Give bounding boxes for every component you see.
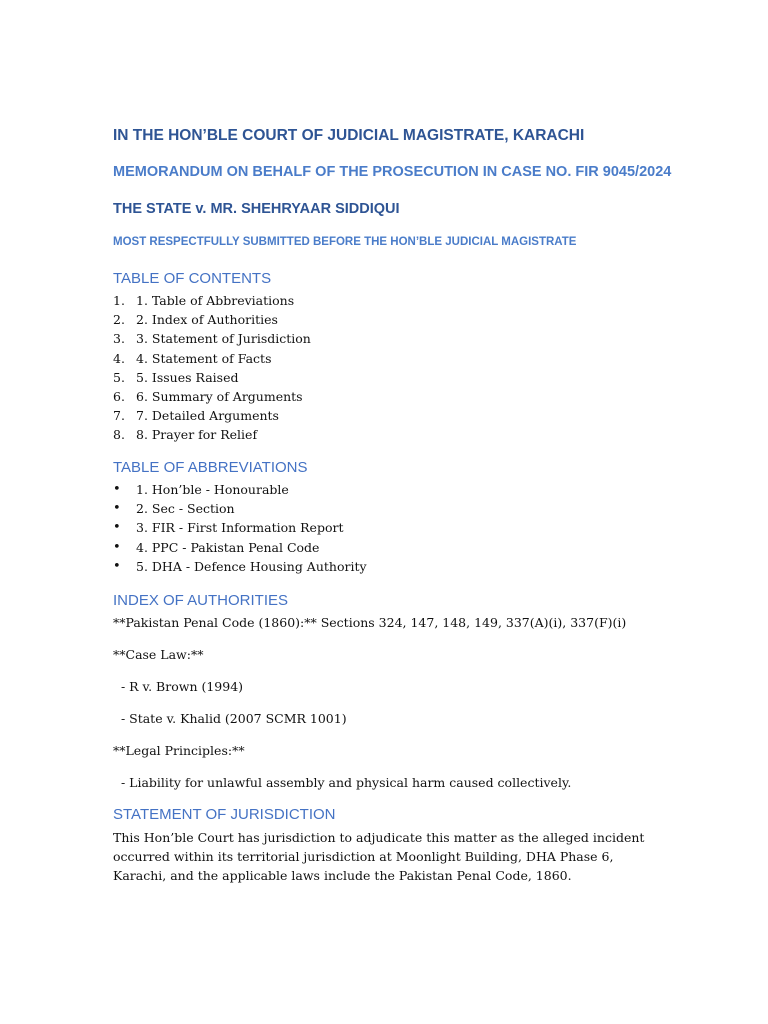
toc-item-label: 4. Statement of Facts xyxy=(136,350,272,366)
bullet-icon: • xyxy=(113,501,121,517)
list-item xyxy=(113,329,311,348)
toc-list xyxy=(113,291,311,445)
abbreviations-list xyxy=(113,480,367,576)
authority-line: - Liability for unlawful assembly and physical harm caused collectively. xyxy=(113,775,572,790)
court-heading: IN THE HON’BLE COURT OF JUDICIAL MAGISTRATE, KARACHI xyxy=(113,127,585,144)
bullet-icon: • xyxy=(113,482,121,497)
toc-item-label: 3. Statement of Jurisdiction xyxy=(136,331,311,347)
abbreviation-label: 2. Sec - Section xyxy=(136,501,235,517)
jurisdiction-paragraph: This Hon’ble Court has jurisdiction to adjudicate this matter as the alleged incident occurred within its territorial jurisdiction at Moonlight Building, DHA Phase 6, Karachi, and the applicable laws include the Pakistan Penal Code, 1860. xyxy=(113,830,645,883)
list-item xyxy=(113,538,367,557)
bullet-icon: • xyxy=(113,539,121,555)
abbreviation-label: 1. Hon’ble - Honourable xyxy=(136,482,289,497)
list-number: 4. xyxy=(113,350,125,366)
memorandum-heading: MEMORANDUM ON BEHALF OF THE PROSECUTION IN CASE NO. FIR 9045/2024 xyxy=(113,164,672,180)
list-item xyxy=(113,291,311,310)
list-item xyxy=(113,368,311,387)
list-item xyxy=(113,499,367,518)
list-number: 5. xyxy=(113,369,125,385)
list-item xyxy=(113,387,311,406)
list-number: 3. xyxy=(113,331,125,347)
jurisdiction-heading: STATEMENT OF JURISDICTION xyxy=(113,806,336,823)
list-item xyxy=(113,480,367,499)
toc-item-label: 7. Detailed Arguments xyxy=(136,408,279,424)
bullet-icon: • xyxy=(113,520,121,536)
authority-line: - R v. Brown (1994) xyxy=(113,679,244,694)
list-item xyxy=(113,349,311,368)
list-number: 1. xyxy=(113,293,125,308)
abbreviation-label: 5. DHA - Defence Housing Authority xyxy=(136,558,367,574)
toc-item-label: 1. Table of Abbreviations xyxy=(136,293,295,308)
toc-item-label: 2. Index of Authorities xyxy=(136,312,278,328)
list-number: 6. xyxy=(113,389,125,405)
bullet-icon: • xyxy=(113,558,121,574)
abbreviations-heading: TABLE OF ABBREVIATIONS xyxy=(113,459,308,476)
authority-line: - State v. Khalid (2007 SCMR 1001) xyxy=(113,711,347,726)
case-title: THE STATE v. MR. SHEHRYAAR SIDDIQUI xyxy=(113,201,400,217)
list-item xyxy=(113,425,311,444)
toc-item-label: 5. Issues Raised xyxy=(136,369,239,385)
toc-item-label: 8. Prayer for Relief xyxy=(136,427,258,443)
list-number: 7. xyxy=(113,408,125,424)
list-item xyxy=(113,518,367,537)
authorities-heading: INDEX OF AUTHORITIES xyxy=(113,592,289,609)
authority-line: **Case Law:** xyxy=(113,647,204,662)
abbreviation-label: 4. PPC - Pakistan Penal Code xyxy=(136,539,320,555)
abbreviation-label: 3. FIR - First Information Report xyxy=(136,520,344,536)
list-number: 8. xyxy=(113,427,125,443)
authority-line: **Pakistan Penal Code (1860):** Sections 324, 147, 148, 149, 337(A)(i), 337(F)(i) xyxy=(113,615,627,630)
list-item xyxy=(113,406,311,425)
toc-item-label: 6. Summary of Arguments xyxy=(136,389,303,405)
toc-heading: TABLE OF CONTENTS xyxy=(113,270,272,287)
list-item xyxy=(113,557,367,576)
list-number: 2. xyxy=(113,312,125,328)
submitted-line: MOST RESPECTFULLY SUBMITTED BEFORE THE HON’BLE JUDICIAL MAGISTRATE xyxy=(113,236,577,248)
list-item xyxy=(113,310,311,329)
authority-line: **Legal Principles:** xyxy=(113,743,245,758)
